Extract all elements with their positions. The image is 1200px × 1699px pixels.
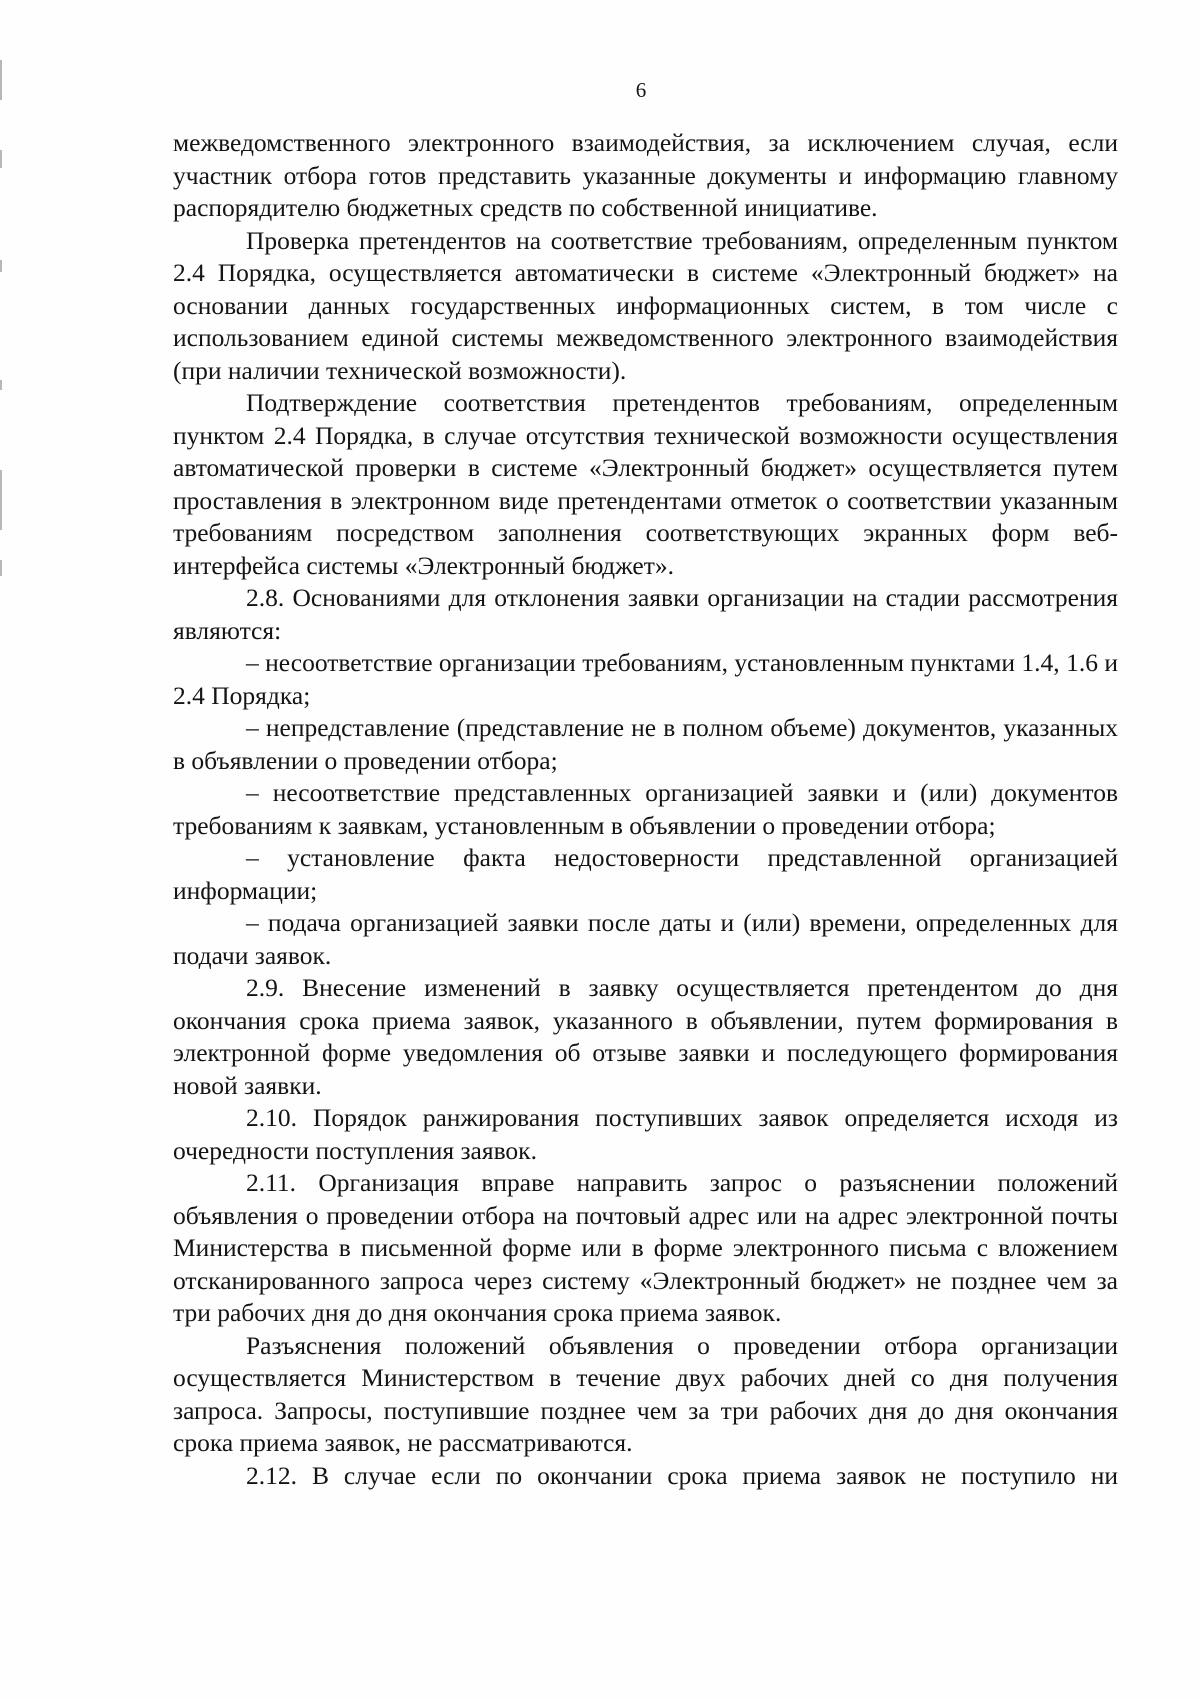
paragraph-2-8-heading: 2.8. Основаниями для отклонения заявки организации на стадии рассмотрения являются:: [173, 583, 1118, 645]
list-item-late-submission: – подача организацией заявки после даты и (или) времени, определенных для подачи заявок.: [173, 908, 1118, 970]
list-item-missing-documents: – непредставление (представление не в полном объеме) документов, указанных в объявлении о проведении отбора;: [173, 713, 1118, 775]
paragraph-2-10: 2.10. Порядок ранжирования поступивших заявок определяется исходя из очередности поступления заявок.: [173, 1103, 1118, 1165]
list-item-nonconformity: – несоответствие организации требованиям, установленным пунктами 1.4, 1.6 и 2.4 Порядка;: [173, 648, 1118, 710]
paragraph-clarifications: Разъяснения положений объявления о проведении отбора организации осуществляется Министерством в течение двух рабочих дней со дня получения запроса. Запросы, поступившие позднее чем за три рабочих дня до дня окончания срока приема заявок, не рассматриваются.: [173, 1330, 1118, 1457]
paragraph-2-9: 2.9. Внесение изменений в заявку осуществляется претендентом до дня окончания срока приема заявок, указанного в объявлении, путем формирования в электронной форме уведомления об отзыве заявки и последующего формирования новой заявки.: [173, 973, 1118, 1100]
paragraph-manual-confirmation: Подтверждение соответствия претендентов требованиям, определенным пунктом 2.4 Порядка, в случае отсутствия технической возможности осуществления автоматической проверки в системе «Электронный бюджет» осуществляется путем проставления в электронном виде претендентами отметок о соответствии указанным требованиям посредством заполнения соответствующих экранных форм веб-интерфейса системы «Электронный бюджет».: [173, 388, 1118, 580]
list-item-document-mismatch: – несоответствие представленных организацией заявки и (или) документов требованиям к заявкам, установленным в объявлении о проведении отбора;: [173, 778, 1118, 840]
paragraph-2-12: 2.12. В случае если по окончании срока приема заявок не поступило ни: [246, 1460, 1118, 1490]
paragraph-2-11: 2.11. Организация вправе направить запрос о разъяснении положений объявления о проведении отбора на почтовый адрес или на адрес электронной почты Министерства в письменной форме или в форме электронного письма с вложением отсканированного запроса через систему «Электронный бюджет» не позднее чем за три рабочих дня до дня окончания срока приема заявок.: [173, 1168, 1118, 1327]
paragraph-automatic-check: Проверка претендентов на соответствие требованиям, определенным пунктом 2.4 Порядка, осуществляется автоматически в системе «Электронный бюджет» на основании данных государственных информационных систем, в том числе с использованием единой системы межведомственного электронного взаимодействия (при наличии технической возможности).: [173, 225, 1118, 385]
list-item-false-information: – установление факта недостоверности представленной организацией информации;: [173, 843, 1118, 905]
paragraph-continuation: межведомственного электронного взаимодействия, за исключением случая, если участник отбора готов представить указанные документы и информацию главному распорядителю бюджетных средств по собственной инициативе.: [173, 128, 1118, 222]
document-body: [173, 127, 1118, 1492]
scan-edge-marks: [0, 0, 6, 1699]
page-number: 6: [635, 78, 647, 102]
